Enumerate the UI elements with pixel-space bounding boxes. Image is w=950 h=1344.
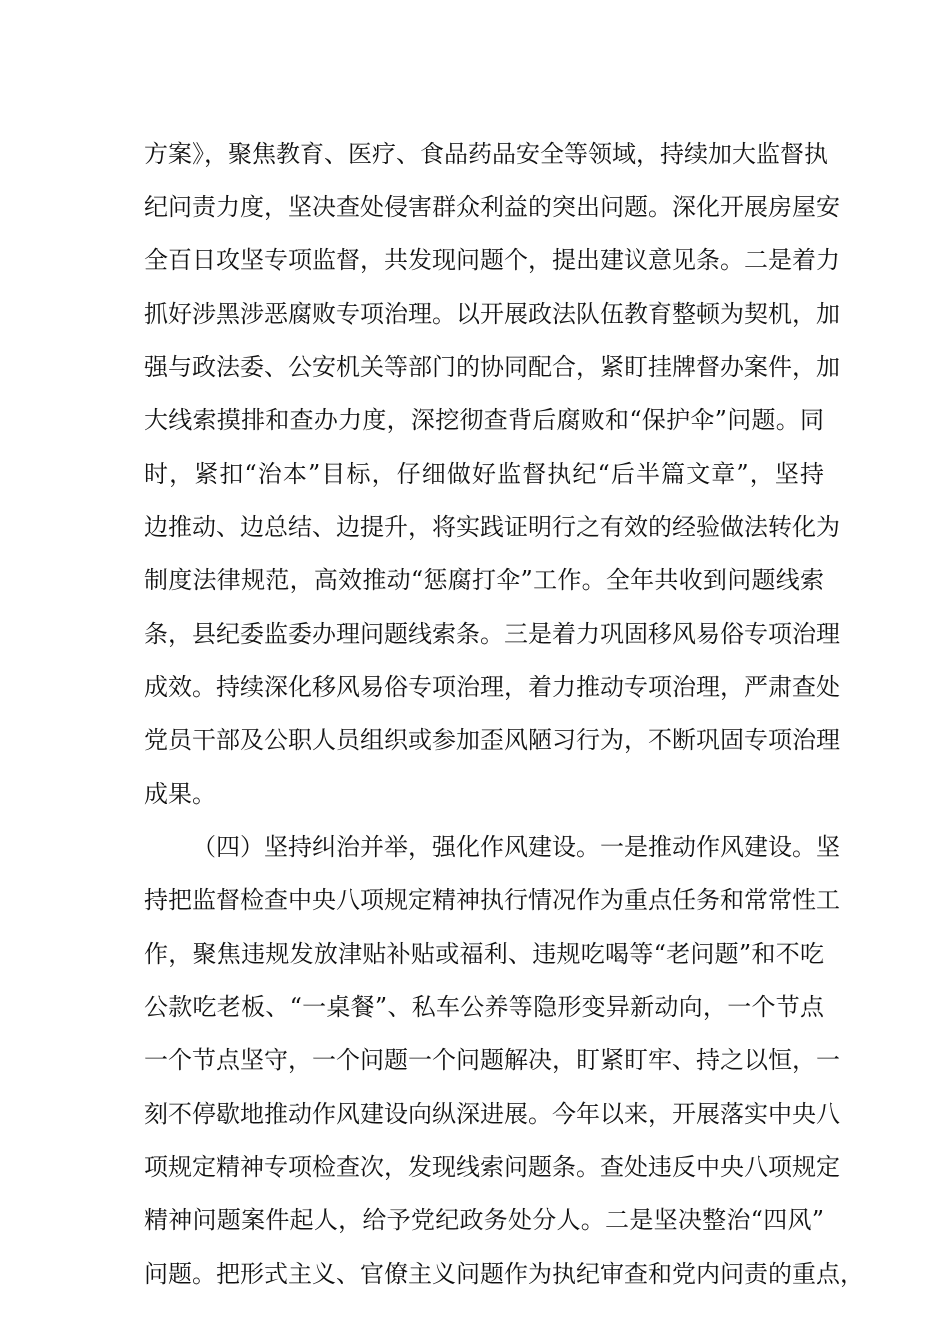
text-line: 公款吃老板、“一桌餐”、私车公养等隐形变异新动向，一个节点 xyxy=(144,993,824,1021)
text-line: 时，紧扣“治本”目标，仔细做好监督执纪“后半篇文章”，坚持 xyxy=(144,460,824,488)
text-line: 刻不停歇地推动作风建设向纵深进展。今年以来，开展落实中央八 xyxy=(144,1100,840,1128)
text-line: 作，聚焦违规发放津贴补贴或福利、违规吃喝等“老问题”和不吃 xyxy=(144,940,824,968)
text-line: 成效。持续深化移风易俗专项治理，着力推动专项治理，严肃查处 xyxy=(144,673,840,701)
text-line: 条，县纪委监委办理问题线索条。三是着力巩固移风易俗专项治理 xyxy=(144,620,840,648)
text-line: 边推动、边总结、边提升，将实践证明行之有效的经验做法转化为 xyxy=(144,513,840,541)
text-line: 强与政法委、公安机关等部门的协同配合，紧盯挂牌督办案件，加 xyxy=(144,353,840,381)
text-line: 大线索摸排和查办力度，深挖彻查背后腐败和“保护伞”问题。同 xyxy=(144,406,824,434)
text-line: 问题。把形式主义、官僚主义问题作为执纪审查和党内问责的重点， xyxy=(144,1260,864,1288)
text-line: 全百日攻坚专项监督，共发现问题个，提出建议意见条。二是着力 xyxy=(144,246,840,274)
text-line: 党员干部及公职人员组织或参加歪风陋习行为，不断巩固专项治理 xyxy=(144,726,840,754)
text-line: 纪问责力度，坚决查处侵害群众利益的突出问题。深化开展房屋安 xyxy=(144,193,840,221)
text-line: 项规定精神专项检查次，发现线索问题条。查处违反中央八项规定 xyxy=(144,1153,840,1181)
text-line: 制度法律规范，高效推动“惩腐打伞”工作。全年共收到问题线索 xyxy=(144,566,824,594)
text-line: 成果。 xyxy=(144,780,216,808)
text-line: 精神问题案件起人，给予党纪政务处分人。二是坚决整治“四风” xyxy=(144,1206,824,1234)
section-heading-line: （四）坚持纠治并举，强化作风建设。一是推动作风建设。坚 xyxy=(192,833,840,861)
text-line: 持把监督检查中央八项规定精神执行情况作为重点任务和常常性工 xyxy=(144,886,840,914)
text-line: 一个节点坚守，一个问题一个问题解决，盯紧盯牢、持之以恒，一 xyxy=(144,1046,840,1074)
text-line: 方案》，聚焦教育、医疗、食品药品安全等领域，持续加大监督执 xyxy=(144,140,828,168)
text-line: 抓好涉黑涉恶腐败专项治理。以开展政法队伍教育整顿为契机，加 xyxy=(144,300,840,328)
